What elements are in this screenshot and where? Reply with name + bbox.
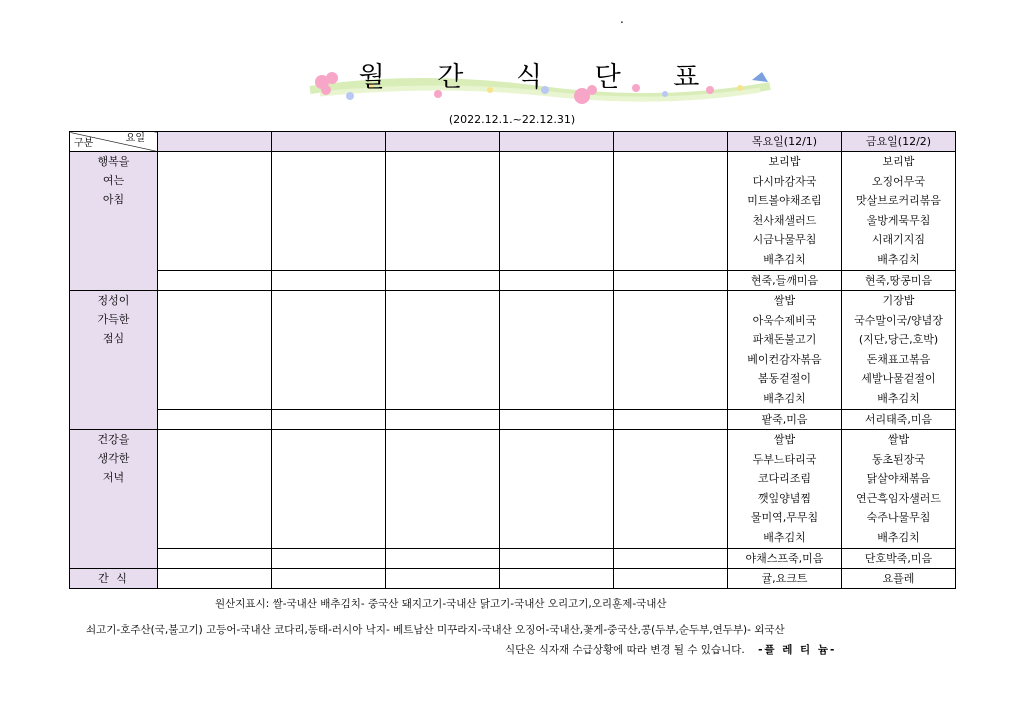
lunch-label: 정성이 가득한 점심 bbox=[70, 291, 158, 430]
day-header-friday: 금요일(12/2) bbox=[842, 132, 956, 152]
empty-cell bbox=[614, 271, 728, 291]
lunch-friday: 기장밥 국수말이국/양념장 (지단,당근,호박) 돈채표고볶음 세발나물겉절이 배추김치 bbox=[842, 291, 956, 410]
lunch-porridge-thursday: 팥죽,미음 bbox=[728, 410, 842, 430]
lunch-thursday: 쌀밥 아욱수제비국 파채돈불고기 베이컨감자볶음 봄동겉절이 배추김치 bbox=[728, 291, 842, 410]
origin-note-line2: 쇠고기-호주산(국,불고기) 고등어-국내산 코다리,동태-러시아 낙지- 베트남산 미꾸라지-국내산 오징어-국내산,꽃게-중국산,콩(두부,순두부,연두부)- 외국산 bbox=[86, 624, 785, 636]
empty-cell bbox=[158, 549, 272, 569]
empty-cell bbox=[500, 430, 614, 549]
lunch-extra-row bbox=[70, 410, 956, 430]
day-header bbox=[386, 132, 500, 152]
empty-cell bbox=[614, 569, 728, 589]
empty-cell bbox=[272, 410, 386, 430]
empty-cell bbox=[386, 271, 500, 291]
change-notice bbox=[505, 642, 836, 657]
empty-cell bbox=[500, 410, 614, 430]
lunch-porridge-friday: 서리태죽,미음 bbox=[842, 410, 956, 430]
dinner-friday: 쌀밥 동초된장국 닭살야채볶음 연근흑임자샐러드 숙주나물무침 배추김치 bbox=[842, 430, 956, 549]
empty-cell bbox=[272, 291, 386, 410]
empty-cell bbox=[272, 430, 386, 549]
snack-thursday: 귤,요크트 bbox=[728, 569, 842, 589]
page-title: 월 간 식 단 표 bbox=[358, 62, 722, 93]
day-header bbox=[158, 132, 272, 152]
diagonal-header-cell bbox=[70, 132, 158, 152]
dinner-label: 건강을 생각한 저녁 bbox=[70, 430, 158, 569]
breakfast-friday: 보리밥 오징어무국 맛살브로커리볶음 울방게묵무침 시래기지짐 배추김치 bbox=[842, 152, 956, 271]
empty-cell bbox=[272, 271, 386, 291]
signature: -플 레 티 늄- bbox=[758, 644, 837, 656]
day-header bbox=[272, 132, 386, 152]
breakfast-porridge-friday: 현죽,땅콩미음 bbox=[842, 271, 956, 291]
day-header-thursday: 목요일(12/1) bbox=[728, 132, 842, 152]
empty-cell bbox=[500, 549, 614, 569]
empty-cell bbox=[386, 410, 500, 430]
empty-cell bbox=[386, 152, 500, 271]
empty-cell bbox=[614, 430, 728, 549]
date-range: (2022.12.1.~22.12.31) bbox=[448, 113, 576, 126]
breakfast-row bbox=[70, 152, 956, 271]
empty-cell bbox=[386, 549, 500, 569]
dinner-thursday: 쌀밥 두부느타리국 코다리조림 깻잎양념찜 물미역,무무침 배추김치 bbox=[728, 430, 842, 549]
breakfast-thursday: 보리밥 다시마감자국 미트볼야채조림 천사채샐러드 시금나물무침 배추김치 bbox=[728, 152, 842, 271]
empty-cell bbox=[272, 152, 386, 271]
dinner-row bbox=[70, 430, 956, 549]
empty-cell bbox=[614, 152, 728, 271]
empty-cell bbox=[500, 291, 614, 410]
dinner-porridge-thursday: 야채스프죽,미음 bbox=[728, 549, 842, 569]
monthly-menu-table bbox=[69, 131, 956, 589]
dinner-extra-row bbox=[70, 549, 956, 569]
empty-cell bbox=[158, 152, 272, 271]
stray-dot: . bbox=[620, 12, 624, 26]
breakfast-extra-row bbox=[70, 271, 956, 291]
day-header bbox=[500, 132, 614, 152]
empty-cell bbox=[272, 549, 386, 569]
empty-cell bbox=[158, 291, 272, 410]
empty-cell bbox=[158, 569, 272, 589]
empty-cell bbox=[158, 430, 272, 549]
change-notice-text: 식단은 식자재 수급상황에 따라 변경 될 수 있습니다. bbox=[505, 644, 745, 656]
empty-cell bbox=[500, 271, 614, 291]
breakfast-porridge-thursday: 현죽,들깨미음 bbox=[728, 271, 842, 291]
snack-row bbox=[70, 569, 956, 589]
empty-cell bbox=[500, 152, 614, 271]
header-yoil: 요일 bbox=[125, 133, 145, 144]
empty-cell bbox=[386, 291, 500, 410]
origin-note-line1: 원산지표시: 쌀-국내산 배추김치- 중국산 돼지고기-국내산 닭고기-국내산 오리고기,오리훈제-국내산 bbox=[215, 598, 667, 610]
empty-cell bbox=[272, 569, 386, 589]
snack-label: 간 식 bbox=[70, 569, 158, 589]
header-row bbox=[70, 132, 956, 152]
breakfast-label: 행복을 여는 아침 bbox=[70, 152, 158, 291]
empty-cell bbox=[386, 430, 500, 549]
empty-cell bbox=[614, 410, 728, 430]
empty-cell bbox=[158, 410, 272, 430]
snack-friday: 요플레 bbox=[842, 569, 956, 589]
empty-cell bbox=[614, 549, 728, 569]
empty-cell bbox=[614, 291, 728, 410]
header-gubun: 구분 bbox=[74, 138, 94, 149]
lunch-row bbox=[70, 291, 956, 410]
dinner-porridge-friday: 단호박죽,미음 bbox=[842, 549, 956, 569]
empty-cell bbox=[386, 569, 500, 589]
day-header bbox=[614, 132, 728, 152]
empty-cell bbox=[500, 569, 614, 589]
empty-cell bbox=[158, 271, 272, 291]
